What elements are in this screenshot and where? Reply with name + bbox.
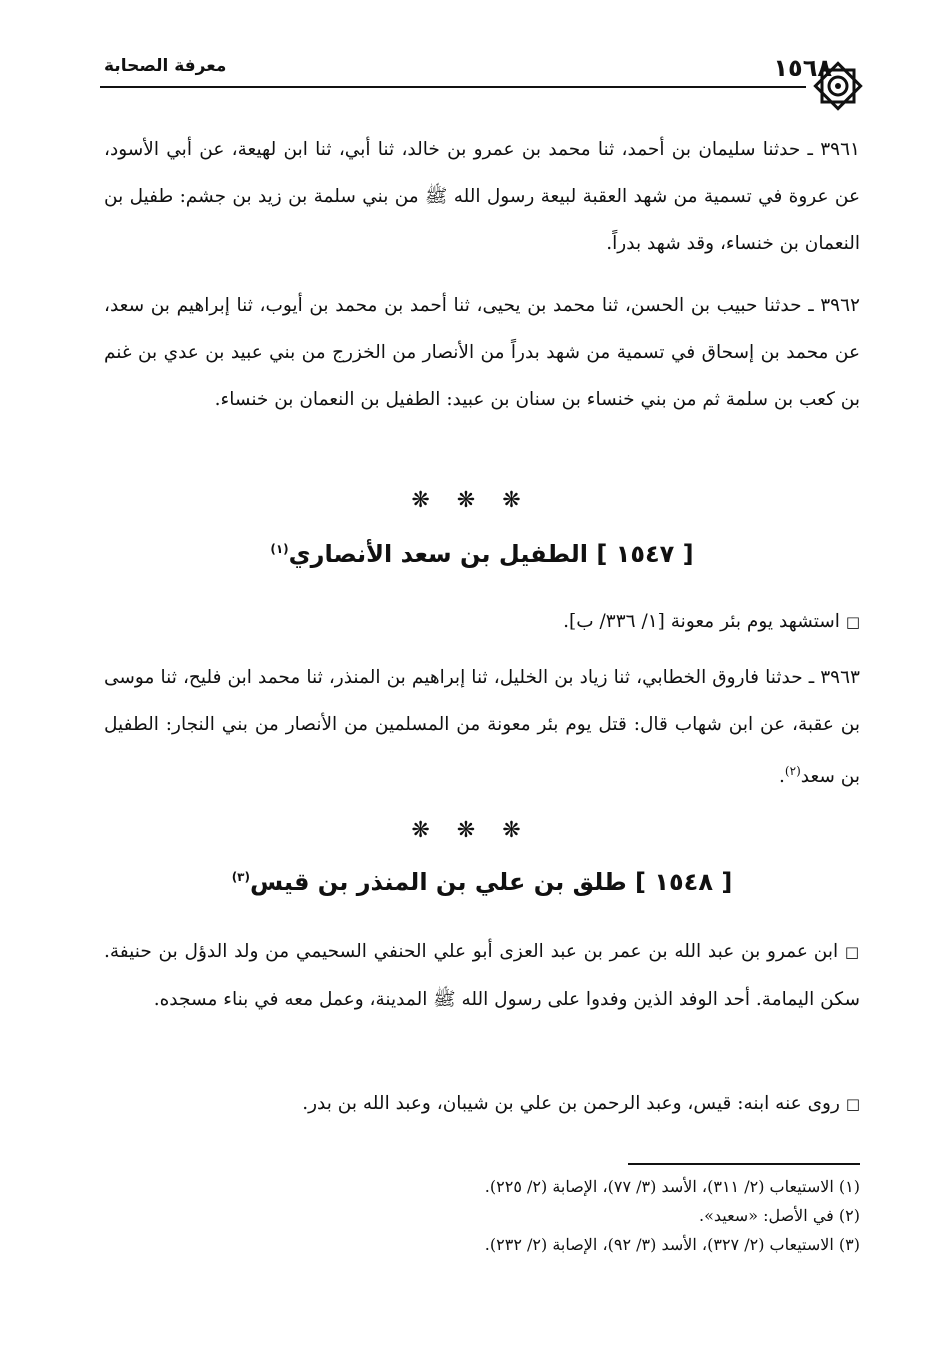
header-rule [100, 86, 806, 88]
section-divider: ❋ ❋ ❋ [411, 488, 531, 513]
paragraph-3961: ٣٩٦١ ـ حدثنا سليمان بن أحمد، ثنا محمد بن عمرو بن خالد، ثنا أبي، ثنا ابن لهيعة، عن أبي الأسود، عن عروة في تسمية من شهد العقبة لبيعة رسول الله ﷺ من بني سلمة بن زيد بن جشم: طفيل بن النعمان بن خنساء، وقد شهد بدراً. [104, 139, 860, 254]
entry-heading-1548-text: [ ١٥٤٨ ] طلق بن علي بن المنذر بن قيس [249, 868, 733, 896]
paragraph-3963-text: ٣٩٦٣ ـ حدثنا فاروق الخطابي، ثنا زياد بن الخليل، ثنا إبراهيم بن المنذر، ثنا محمد ابن فليح، ثنا موسى بن عقبة، عن ابن شهاب قال: قتل يوم بئر معونة من المسلمين من الأنصار من بني النجار: الطفيل بن سعد [104, 667, 860, 788]
paragraph-martyrdom-text: استشهد يوم بئر معونة [١/ ٣٣٦/ ب]. [563, 611, 840, 632]
footnote-ref-2: (٢) [784, 764, 801, 778]
box-marker: □ [845, 1095, 860, 1113]
section-divider: ❋ ❋ ❋ [411, 818, 531, 843]
footnote-rule [628, 1163, 860, 1165]
footnotes [104, 1172, 860, 1259]
paragraph-lineage-text: ابن عمرو بن عبد الله بن عمر بن عبد العزى أبو علي الحنفي السحيمي من ولد الدؤل بن حنيفة. سكن اليمامة. أحد الوفد الذين وفدوا على رسول الله ﷺ المدينة، وعمل معه في بناء مسجده. [104, 941, 860, 1010]
entry-heading-1548 [104, 868, 860, 896]
paragraph-narrators [104, 1080, 860, 1128]
box-marker: □ [845, 613, 860, 631]
footnote-2: (٢) في الأصل: «سعيد». [698, 1206, 860, 1225]
page-number: ١٥٦٨ [773, 54, 832, 82]
footnote-ref-1: (١) [270, 542, 289, 556]
paragraph-3963-end: . [779, 766, 785, 788]
paragraph-martyrdom [104, 598, 860, 646]
footnote-1: (١) الاستيعاب (٢/ ٣١١)، الأسد (٣/ ٧٧)، الإصابة (٢/ ٢٢٥). [484, 1177, 860, 1196]
entry-heading-1547-text: [ ١٥٤٧ ] الطفيل بن سعد الأنصاري [288, 540, 694, 568]
footnote-ref-3: (٣) [231, 870, 250, 884]
footnote-3: (٣) الاستيعاب (٢/ ٣٢٧)، الأسد (٣/ ٩٢)، الإصابة (٢/ ٢٣٢). [484, 1235, 860, 1254]
paragraph-lineage [104, 928, 860, 1023]
book-title: معرفة الصحابة [104, 56, 227, 76]
paragraph-3962: ٣٩٦٢ ـ حدثنا حبيب بن الحسن، ثنا محمد بن يحيى، ثنا أحمد بن محمد بن أيوب، ثنا إبراهيم بن سعد، عن محمد بن إسحاق في تسمية من شهد بدراً من الأنصار من الخزرج من بني عبيد بن عدي بن غنم بن كعب بن سلمة ثم من بني خنساء بن سنان بن عبيد: الطفيل بن النعمان بن خنساء. [104, 295, 860, 410]
paragraph-narrators-text: روى عنه ابنه: قيس، وعبد الرحمن بن علي بن شيبان، وعبد الله بن بدر. [302, 1093, 840, 1114]
box-marker: □ [844, 943, 860, 961]
paragraph-3963 [104, 654, 860, 800]
entry-heading-1547 [104, 540, 860, 568]
